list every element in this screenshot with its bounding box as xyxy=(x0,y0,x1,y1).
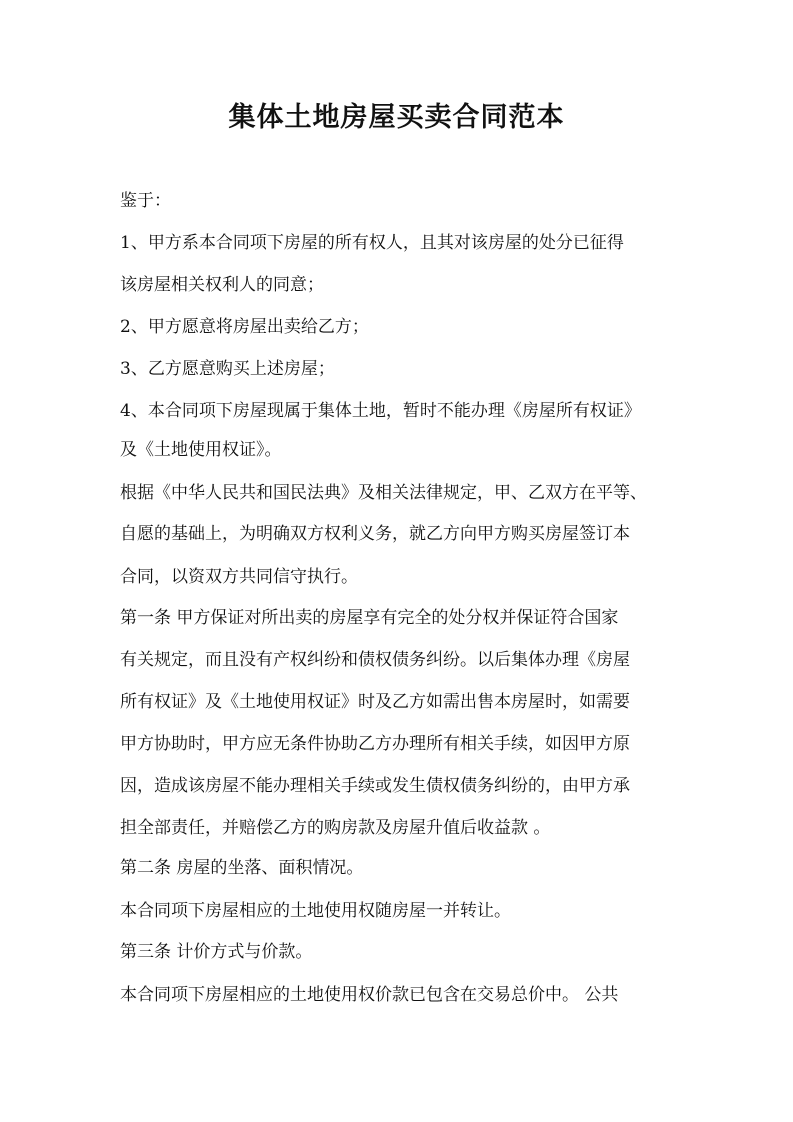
text-line: 该房屋相关权利人的同意； xyxy=(120,275,324,295)
text-line: 自愿的基础上，为明确双方权利义务，就乙方向甲方购买房屋签订本 xyxy=(120,524,630,544)
text-line: 本合同项下房屋相应的土地使用权价款已包含在交易总价中。 公共 xyxy=(120,985,619,1005)
text-line: 根据《中华人民共和国民法典》及相关法律规定，甲、乙双方在平等、 xyxy=(120,483,647,503)
text-line: 3、乙方愿意购买上述房屋； xyxy=(120,359,335,379)
text-line: 2、甲方愿意将房屋出卖给乙方； xyxy=(120,317,369,337)
text-line: 及《土地使用权证》。 xyxy=(120,440,282,460)
text-line: 鉴于： xyxy=(120,191,171,211)
text-line: 担全部责任，并赔偿乙方的购房款及房屋升值后收益款 。 xyxy=(120,818,551,838)
text-line: 有关规定，而且没有产权纠纷和债权债务纠纷。以后集体办理《房屋 xyxy=(120,650,630,670)
text-line: 合同，以资双方共同信守执行。 xyxy=(120,567,358,587)
text-line: 第三条 计价方式与价款。 xyxy=(120,942,313,962)
document-title: 集体土地房屋买卖合同范本 xyxy=(228,102,565,133)
text-line: 因，造成该房屋不能办理相关手续或发生债权债务纠纷的，由甲方承 xyxy=(120,776,630,796)
text-line: 所有权证》及《土地使用权证》时及乙方如需出售本房屋时，如需要 xyxy=(120,692,630,712)
text-line: 第一条 甲方保证对所出卖的房屋享有完全的处分权并保证符合国家 xyxy=(120,608,619,628)
text-line: 本合同项下房屋相应的土地使用权随房屋一并转让。 xyxy=(120,901,511,921)
text-line: 4、本合同项下房屋现属于集体土地，暂时不能办理《房屋所有权证》 xyxy=(120,401,641,421)
text-line: 甲方协助时，甲方应无条件协助乙方办理所有相关手续，如因甲方原 xyxy=(120,734,630,754)
text-line: 1、甲方系本合同项下房屋的所有权人，且其对该房屋的处分已征得 xyxy=(120,233,624,253)
text-line: 第二条 房屋的坐落、面积情况。 xyxy=(120,858,364,878)
